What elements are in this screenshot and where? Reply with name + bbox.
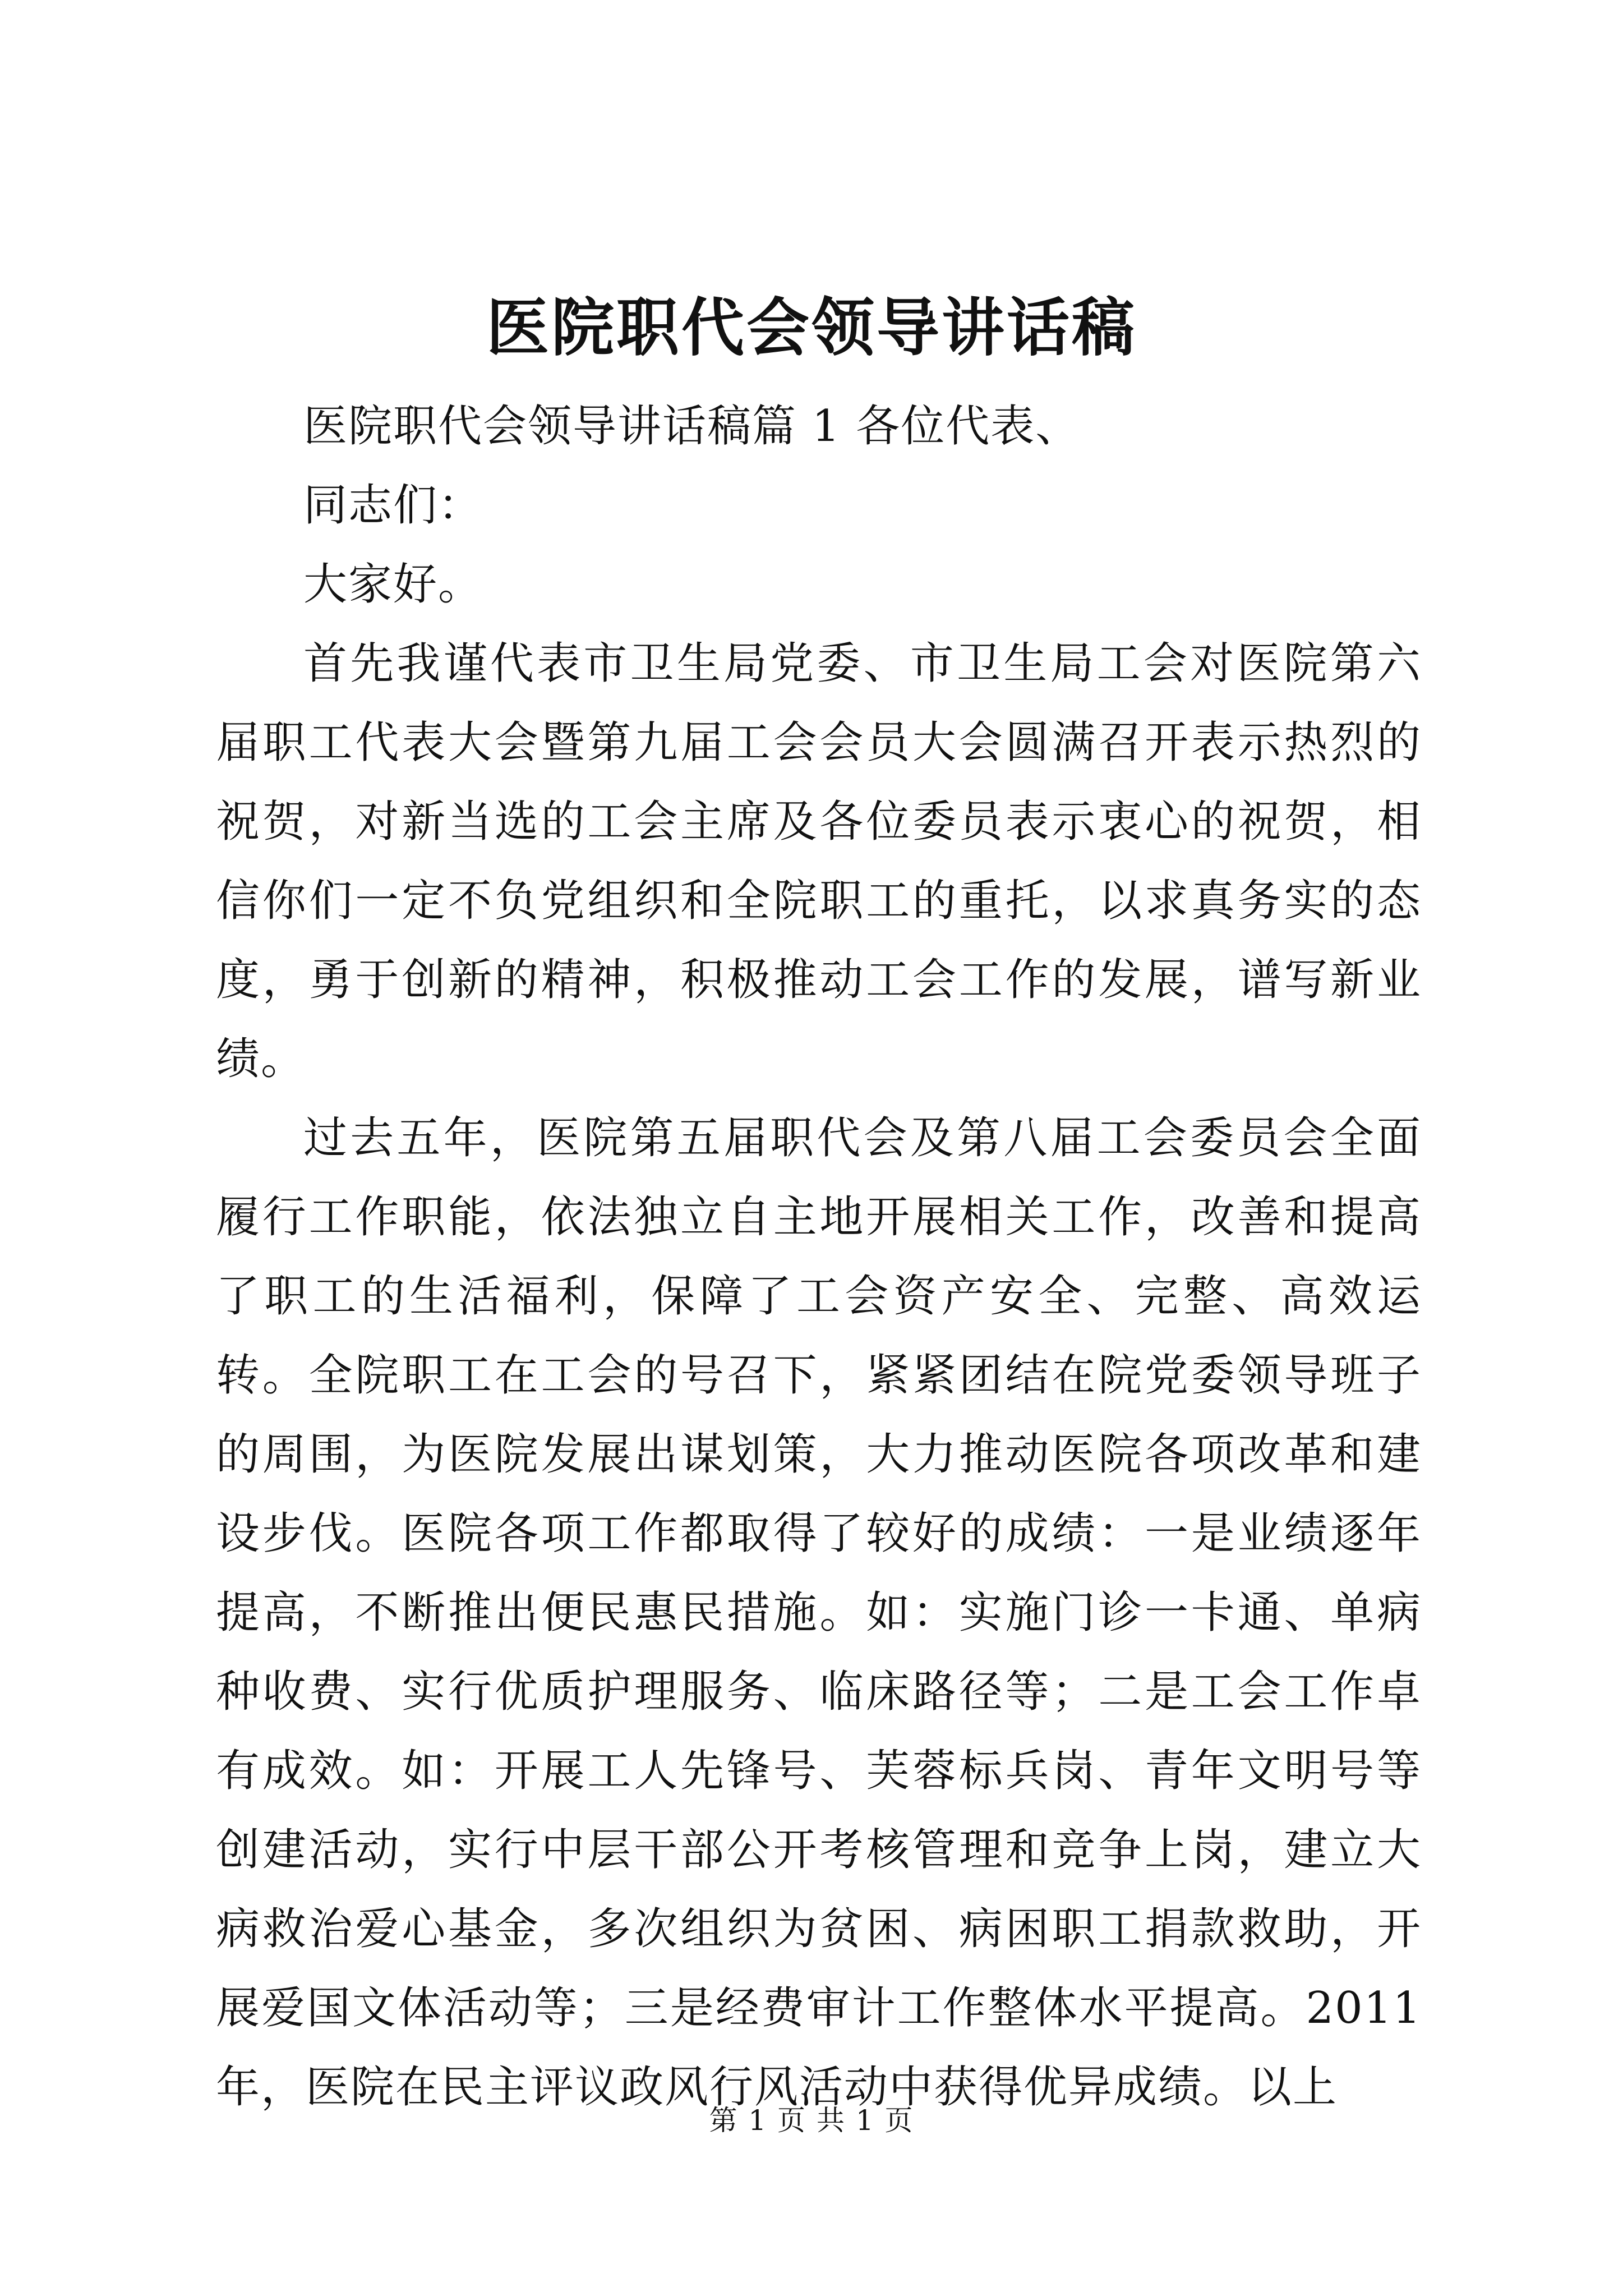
paragraph-greeting: 大家好。 — [303, 559, 483, 610]
document-title: 医院职代会领导讲话稿 — [486, 291, 1137, 365]
paragraph-review: 过去五年，医院第五届职代会及第八届工会委员会全面履行工作职能，依法独立自主地开展相关工作，改善和提高了职工的生活福利，保障了工会资产安全、完整、高效运转。全院职工在工会的号召下，紧紧团结在院党委领导班子的周围，为医院发展出谋划策，大力推动医院各项改革和建设步伐。医院各项工作都取得了较好的成绩：一是业绩逐年提高，不断推出便民惠民措施。如：实施门诊一卡通、单病种收费、实行优质护理服务、临床路径等；二是工会工作卓有成效。如：开展工人先锋号、芙蓉标兵岗、青年文明号等创建活动，实行中层干部公开考核管理和竞争上岗，建立大病救治爱心基金，多次组织为贫困、病困职工捐款救助，开展爱国文体活动等；三是经费审计工作整体水平提高。2011 年，医院在民主评议政风行风活动中获得优异成绩。以上 — [216, 1113, 1422, 2113]
page-footer: 第 1 页 共 1 页 — [709, 2104, 914, 2137]
paragraph-opening: 医院职代会领导讲话稿篇 1 各位代表、 — [303, 401, 1081, 452]
document-body — [216, 387, 1422, 2127]
paragraph-congratulations: 首先我谨代表市卫生局党委、市卫生局工会对医院第六届职工代表大会暨第九届工会会员大会圆满召开表示热烈的祝贺，对新当选的工会主席及各位委员表示衷心的祝贺，相信你们一定不负党组织和全院职工的重托，以求真务实的态度，勇于创新的精神，积极推动工会工作的发展，谱写新业绩。 — [216, 638, 1422, 1084]
paragraph-salutation: 同志们： — [303, 480, 483, 531]
